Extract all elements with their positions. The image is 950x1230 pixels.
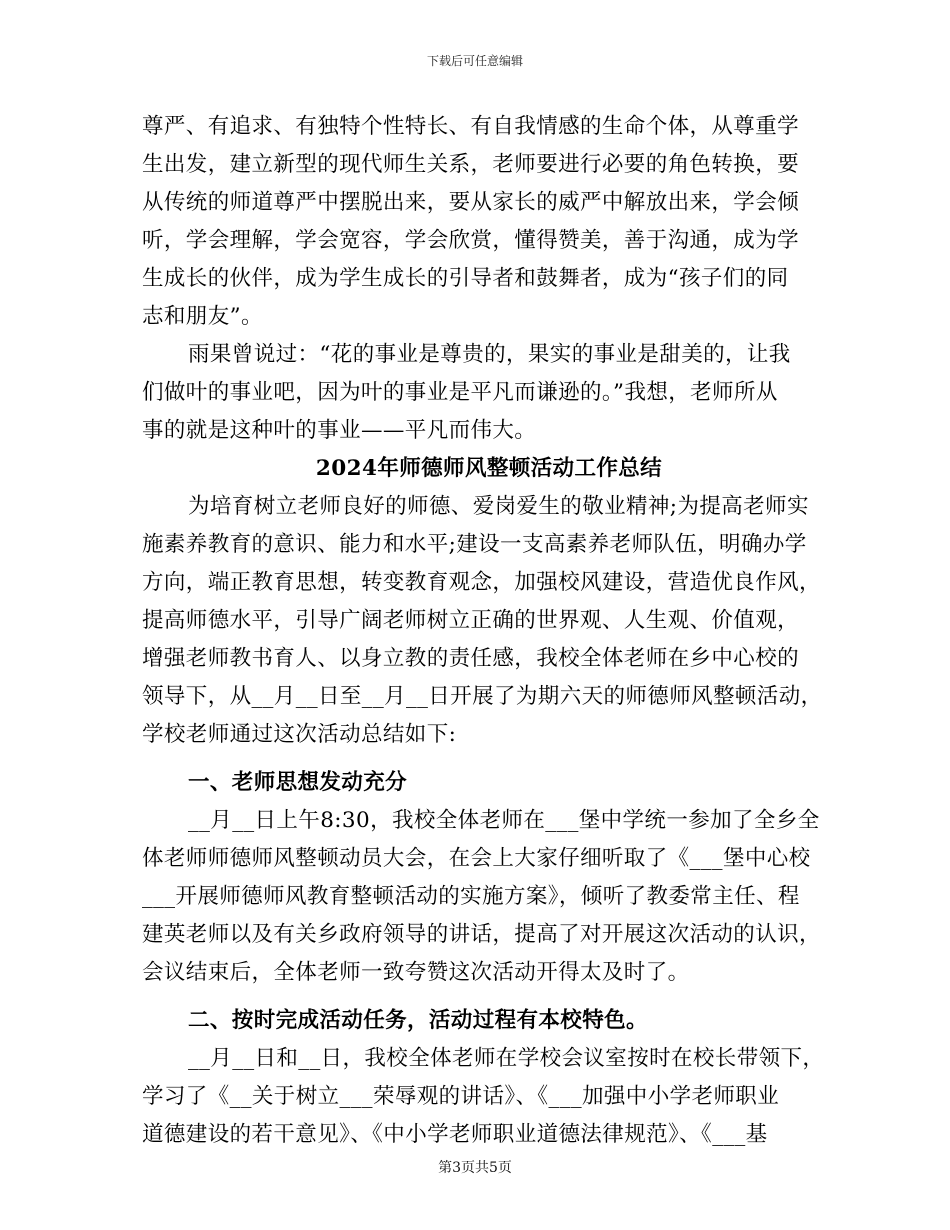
paragraph-quote [142, 336, 822, 450]
text-line: 增强老师教书育人、以身立教的责任感，我校全体老师在乡中心校的 [142, 646, 800, 671]
page-footer: 第3页共5页 [438, 1160, 512, 1176]
paragraph-one [142, 802, 822, 992]
text-line: 方向，端正教育思想，转变教育观念，加强校风建设，营造优良作风， [142, 570, 821, 595]
text-line: 建英老师以及有关乡政府领导的讲话，提高了对开展这次活动的认识， [142, 922, 821, 947]
text-line: __月__日和__日，我校全体老师在学校会议室按时在校长带领下， [188, 1046, 825, 1071]
text-line: 生出发，建立新型的现代师生关系，老师要进行必要的角色转换，要 [142, 152, 800, 177]
text-line: 从传统的师道尊严中摆脱出来，要从家长的威严中解放出来，学会倾 [142, 190, 800, 215]
text-line: 雨果曾说过：“花的事业是尊贵的，果实的事业是甜美的，让我 [188, 342, 791, 367]
heading-two: 二、按时完成活动任务，活动过程有本校特色。 [188, 1008, 648, 1033]
paragraph-continued [142, 108, 822, 336]
text-line: ___开展师德师风教育整顿活动的实施方案》，倾听了教委常主任、程 [142, 884, 800, 909]
text-line: 听，学会理解，学会宽容，学会欣赏，懂得赞美，善于沟通，成为学 [142, 228, 800, 253]
page-header: 下载后可任意编辑 [426, 54, 523, 68]
paragraph-intro [142, 488, 822, 754]
text-line: 会议结束后，全体老师一致夸赞这次活动开得太及时了。 [142, 960, 690, 985]
text-line: 生成长的伙伴，成为学生成长的引导者和鼓舞者，成为“孩子们的同 [142, 266, 789, 291]
heading-one: 一、老师思想发动充分 [188, 770, 408, 795]
section-title: 2024年师德师风整顿活动工作总结 [315, 456, 663, 481]
text-line: 体老师师德师风整顿动员大会，在会上大家仔细听取了《___堡中心校 [142, 846, 811, 871]
text-line: 学校老师通过这次活动总结如下: [142, 722, 457, 747]
text-line: 们做叶的事业吧，因为叶的事业是平凡而谦逊的。”我想，老师所从 [142, 380, 778, 405]
text-line: __月__日上午8:30，我校全体老师在___堡中学统一参加了全乡全 [188, 808, 820, 833]
text-line: 施素养教育的意识、能力和水平;建设一支高素养老师队伍，明确办学 [142, 532, 807, 557]
text-line: 事的就是这种叶的事业——平凡而伟大。 [142, 418, 537, 443]
text-line: 提高师德水平，引导广阔老师树立正确的世界观、人生观、价值观， [142, 608, 800, 633]
text-line: 为培育树立老师良好的师德、爱岗爱生的敬业精神;为提高老师实 [188, 494, 809, 519]
paragraph-two [142, 1040, 825, 1154]
text-line: 道德建设的若干意见》、《中小学老师职业道德法律规范》、《___基 [142, 1122, 768, 1147]
text-line: 尊严、有追求、有独特个性特长、有自我情感的生命个体，从尊重学 [142, 114, 800, 139]
document-body [142, 108, 825, 1154]
text-line: 学习了《__关于树立___荣辱观的讲话》、《___加强中小学老师职业 [142, 1084, 780, 1109]
text-line: 志和朋友”。 [142, 304, 263, 329]
text-line: 领导下，从__月__日至__月__日开展了为期六天的师德师风整顿活动， [142, 684, 823, 709]
